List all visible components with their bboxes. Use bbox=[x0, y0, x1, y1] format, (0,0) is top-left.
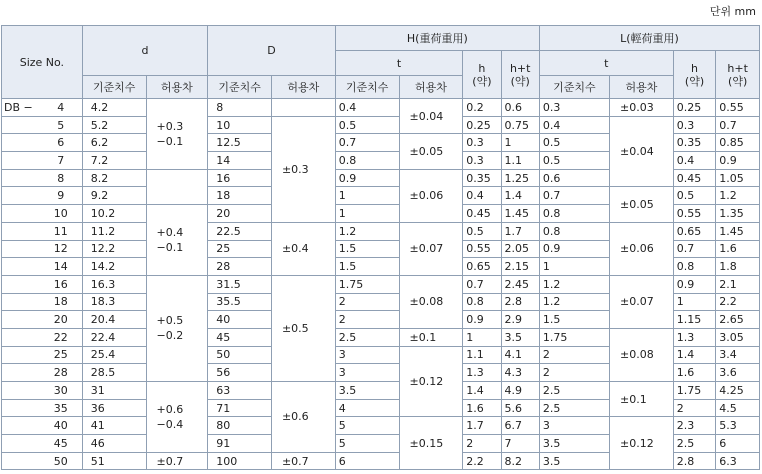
header-D-tol: 허용차 bbox=[271, 76, 335, 99]
d-base: 31 bbox=[82, 382, 146, 400]
light-h: 0.8 bbox=[673, 258, 716, 276]
header-D-base: 기준치수 bbox=[208, 76, 272, 99]
header-heavy-t-base: 기준치수 bbox=[335, 76, 399, 99]
header-d-tol: 허용차 bbox=[146, 76, 208, 99]
light-t-base: 0.3 bbox=[539, 99, 609, 117]
light-h: 2.3 bbox=[673, 417, 716, 435]
d-tolerance: +0.6 −0.4 bbox=[146, 382, 208, 453]
light-h: 1.4 bbox=[673, 346, 716, 364]
table-row bbox=[2, 99, 760, 117]
heavy-t-base: 2.5 bbox=[335, 328, 399, 346]
light-h-plus-t: 1.05 bbox=[716, 169, 760, 187]
light-h-plus-t: 5.3 bbox=[716, 417, 760, 435]
heavy-h: 0.2 bbox=[463, 99, 501, 117]
heavy-h-plus-t: 2.05 bbox=[501, 240, 539, 258]
light-t-base: 3.5 bbox=[539, 452, 609, 470]
light-t-base: 3 bbox=[539, 417, 609, 435]
D-base: 14 bbox=[208, 152, 272, 170]
heavy-h: 2.2 bbox=[463, 452, 501, 470]
D-base: 28 bbox=[208, 258, 272, 276]
size-prefix-empty bbox=[2, 258, 40, 276]
header-heavy: H(重荷重用) bbox=[335, 26, 539, 51]
header-light-h: h (약) bbox=[673, 51, 716, 99]
light-h-plus-t: 0.7 bbox=[716, 116, 760, 134]
light-h: 0.9 bbox=[673, 275, 716, 293]
size-prefix-empty bbox=[2, 328, 40, 346]
light-h-plus-t: 6.3 bbox=[716, 452, 760, 470]
size-prefix-empty bbox=[2, 116, 40, 134]
D-tolerance: ±0.4 bbox=[271, 222, 335, 275]
size-number: 12 bbox=[40, 240, 83, 258]
header-heavy-t: t bbox=[335, 51, 463, 76]
heavy-t-base: 2 bbox=[335, 311, 399, 329]
heavy-h: 1.3 bbox=[463, 364, 501, 382]
D-base: 8 bbox=[208, 99, 272, 117]
heavy-h: 1.4 bbox=[463, 382, 501, 400]
size-prefix-empty bbox=[2, 364, 40, 382]
D-base: 10 bbox=[208, 116, 272, 134]
light-h: 2.8 bbox=[673, 452, 716, 470]
size-prefix-empty bbox=[2, 152, 40, 170]
light-h: 1.75 bbox=[673, 382, 716, 400]
size-prefix-empty bbox=[2, 275, 40, 293]
size-prefix-empty bbox=[2, 187, 40, 205]
light-h-plus-t: 2.2 bbox=[716, 293, 760, 311]
size-number: 9 bbox=[40, 187, 83, 205]
light-h-plus-t: 1.6 bbox=[716, 240, 760, 258]
heavy-t-base: 0.8 bbox=[335, 152, 399, 170]
heavy-t-base: 4 bbox=[335, 399, 399, 417]
light-t-base: 0.4 bbox=[539, 116, 609, 134]
heavy-h-plus-t: 8.2 bbox=[501, 452, 539, 470]
header-light: L(輕荷重用) bbox=[539, 26, 759, 51]
light-h-plus-t: 0.55 bbox=[716, 99, 760, 117]
size-number: 14 bbox=[40, 258, 83, 276]
heavy-t-base: 0.9 bbox=[335, 169, 399, 187]
light-h: 0.25 bbox=[673, 99, 716, 117]
d-base: 20.4 bbox=[82, 311, 146, 329]
D-base: 25 bbox=[208, 240, 272, 258]
table-row bbox=[2, 382, 760, 400]
header-heavy-t-tol: 허용차 bbox=[399, 76, 463, 99]
light-t-base: 1.2 bbox=[539, 275, 609, 293]
heavy-t-base: 3.5 bbox=[335, 382, 399, 400]
d-base: 12.2 bbox=[82, 240, 146, 258]
heavy-h: 0.9 bbox=[463, 311, 501, 329]
dimension-table bbox=[1, 25, 760, 470]
d-base: 9.2 bbox=[82, 187, 146, 205]
light-h-plus-t: 1.2 bbox=[716, 187, 760, 205]
heavy-h: 0.4 bbox=[463, 187, 501, 205]
light-h-plus-t: 1.35 bbox=[716, 205, 760, 223]
D-base: 18 bbox=[208, 187, 272, 205]
heavy-t-base: 1.5 bbox=[335, 258, 399, 276]
size-number: 5 bbox=[40, 116, 83, 134]
D-base: 31.5 bbox=[208, 275, 272, 293]
light-h: 1 bbox=[673, 293, 716, 311]
heavy-h-plus-t: 1.45 bbox=[501, 205, 539, 223]
heavy-h: 0.55 bbox=[463, 240, 501, 258]
light-h-plus-t: 2.1 bbox=[716, 275, 760, 293]
light-h: 0.35 bbox=[673, 134, 716, 152]
d-base: 14.2 bbox=[82, 258, 146, 276]
heavy-h-plus-t: 7 bbox=[501, 435, 539, 453]
size-prefix-empty bbox=[2, 346, 40, 364]
heavy-h-plus-t: 6.7 bbox=[501, 417, 539, 435]
size-number: 45 bbox=[40, 435, 83, 453]
header-light-t-base: 기준치수 bbox=[539, 76, 609, 99]
table-row bbox=[2, 222, 760, 240]
heavy-t-base: 1.2 bbox=[335, 222, 399, 240]
D-tolerance: ±0.3 bbox=[271, 116, 335, 222]
D-tolerance bbox=[271, 99, 335, 117]
heavy-t-base: 1.5 bbox=[335, 240, 399, 258]
header-d-base: 기준치수 bbox=[82, 76, 146, 99]
size-number: 10 bbox=[40, 205, 83, 223]
d-base: 51 bbox=[82, 452, 146, 470]
D-base: 45 bbox=[208, 328, 272, 346]
light-t-tolerance: ±0.1 bbox=[610, 382, 674, 417]
d-base: 18.3 bbox=[82, 293, 146, 311]
D-tolerance: ±0.7 bbox=[271, 452, 335, 470]
d-base: 7.2 bbox=[82, 152, 146, 170]
size-number: 18 bbox=[40, 293, 83, 311]
light-h: 1.3 bbox=[673, 328, 716, 346]
d-tolerance: ±0.7 bbox=[146, 452, 208, 470]
light-h: 0.5 bbox=[673, 187, 716, 205]
heavy-h-plus-t: 0.6 bbox=[501, 99, 539, 117]
size-prefix: DB − bbox=[2, 99, 40, 117]
heavy-h: 0.7 bbox=[463, 275, 501, 293]
light-h: 2 bbox=[673, 399, 716, 417]
size-number: 4 bbox=[40, 99, 83, 117]
heavy-h-plus-t: 5.6 bbox=[501, 399, 539, 417]
light-h: 1.15 bbox=[673, 311, 716, 329]
light-t-base: 2.5 bbox=[539, 399, 609, 417]
d-tolerance: +0.5 −0.2 bbox=[146, 275, 208, 381]
light-t-tolerance: ±0.04 bbox=[610, 116, 674, 187]
D-base: 35.5 bbox=[208, 293, 272, 311]
heavy-h: 0.3 bbox=[463, 152, 501, 170]
light-h-plus-t: 6 bbox=[716, 435, 760, 453]
light-h: 2.5 bbox=[673, 435, 716, 453]
size-number: 40 bbox=[40, 417, 83, 435]
d-base: 25.4 bbox=[82, 346, 146, 364]
heavy-t-base: 5 bbox=[335, 435, 399, 453]
header-light-t: t bbox=[539, 51, 673, 76]
light-h-plus-t: 4.5 bbox=[716, 399, 760, 417]
d-base: 4.2 bbox=[82, 99, 146, 117]
heavy-t-base: 3 bbox=[335, 364, 399, 382]
d-base: 28.5 bbox=[82, 364, 146, 382]
table-row bbox=[2, 187, 760, 205]
light-h-plus-t: 2.65 bbox=[716, 311, 760, 329]
size-prefix-empty bbox=[2, 399, 40, 417]
heavy-h-plus-t: 2.45 bbox=[501, 275, 539, 293]
heavy-h-plus-t: 1.7 bbox=[501, 222, 539, 240]
light-t-base: 0.8 bbox=[539, 222, 609, 240]
heavy-t-base: 2 bbox=[335, 293, 399, 311]
heavy-t-tolerance: ±0.04 bbox=[399, 99, 463, 134]
heavy-t-tolerance: ±0.07 bbox=[399, 222, 463, 275]
D-base: 100 bbox=[208, 452, 272, 470]
D-base: 63 bbox=[208, 382, 272, 400]
table-row bbox=[2, 275, 760, 293]
heavy-h: 1.1 bbox=[463, 346, 501, 364]
heavy-h: 0.5 bbox=[463, 222, 501, 240]
heavy-t-tolerance: ±0.1 bbox=[399, 328, 463, 346]
d-base: 22.4 bbox=[82, 328, 146, 346]
heavy-h-plus-t: 3.5 bbox=[501, 328, 539, 346]
d-base: 46 bbox=[82, 435, 146, 453]
size-prefix-empty bbox=[2, 435, 40, 453]
D-base: 80 bbox=[208, 417, 272, 435]
D-base: 56 bbox=[208, 364, 272, 382]
light-t-tolerance: ±0.07 bbox=[610, 275, 674, 328]
heavy-t-tolerance: ±0.15 bbox=[399, 417, 463, 470]
light-h: 1.6 bbox=[673, 364, 716, 382]
light-t-base: 0.7 bbox=[539, 187, 609, 205]
size-number: 6 bbox=[40, 134, 83, 152]
light-h: 0.45 bbox=[673, 169, 716, 187]
size-prefix-empty bbox=[2, 205, 40, 223]
light-t-tolerance: ±0.03 bbox=[610, 99, 674, 117]
heavy-h-plus-t: 4.9 bbox=[501, 382, 539, 400]
heavy-h-plus-t: 1.4 bbox=[501, 187, 539, 205]
light-t-base: 1.2 bbox=[539, 293, 609, 311]
light-h-plus-t: 3.6 bbox=[716, 364, 760, 382]
light-h: 0.3 bbox=[673, 116, 716, 134]
unit-note: 단위 mm bbox=[709, 5, 756, 18]
d-base: 5.2 bbox=[82, 116, 146, 134]
size-prefix-empty bbox=[2, 240, 40, 258]
light-h: 0.4 bbox=[673, 152, 716, 170]
light-h: 0.65 bbox=[673, 222, 716, 240]
heavy-h: 1.7 bbox=[463, 417, 501, 435]
size-prefix-empty bbox=[2, 417, 40, 435]
D-base: 22.5 bbox=[208, 222, 272, 240]
D-base: 40 bbox=[208, 311, 272, 329]
light-t-base: 0.8 bbox=[539, 205, 609, 223]
heavy-t-base: 0.4 bbox=[335, 99, 399, 117]
heavy-h-plus-t: 1.25 bbox=[501, 169, 539, 187]
header-d: d bbox=[82, 26, 207, 76]
D-base: 91 bbox=[208, 435, 272, 453]
size-number: 16 bbox=[40, 275, 83, 293]
heavy-h-plus-t: 1 bbox=[501, 134, 539, 152]
heavy-h-plus-t: 1.1 bbox=[501, 152, 539, 170]
light-t-base: 3.5 bbox=[539, 435, 609, 453]
light-t-base: 0.5 bbox=[539, 134, 609, 152]
heavy-h: 0.45 bbox=[463, 205, 501, 223]
light-t-base: 2 bbox=[539, 346, 609, 364]
heavy-h: 2 bbox=[463, 435, 501, 453]
light-h: 0.55 bbox=[673, 205, 716, 223]
d-base: 41 bbox=[82, 417, 146, 435]
table-row bbox=[2, 116, 760, 134]
size-number: 30 bbox=[40, 382, 83, 400]
size-prefix-empty bbox=[2, 222, 40, 240]
heavy-t-base: 1 bbox=[335, 205, 399, 223]
heavy-t-tolerance: ±0.12 bbox=[399, 346, 463, 417]
heavy-h-plus-t: 2.8 bbox=[501, 293, 539, 311]
heavy-t-tolerance: ±0.05 bbox=[399, 134, 463, 169]
D-base: 20 bbox=[208, 205, 272, 223]
size-prefix-empty bbox=[2, 134, 40, 152]
heavy-t-base: 0.5 bbox=[335, 116, 399, 134]
header-D: D bbox=[208, 26, 336, 76]
heavy-h-plus-t: 2.9 bbox=[501, 311, 539, 329]
d-base: 6.2 bbox=[82, 134, 146, 152]
heavy-h-plus-t: 4.3 bbox=[501, 364, 539, 382]
d-base: 16.3 bbox=[82, 275, 146, 293]
heavy-h: 0.8 bbox=[463, 293, 501, 311]
heavy-t-base: 3 bbox=[335, 346, 399, 364]
light-t-base: 0.9 bbox=[539, 240, 609, 258]
heavy-t-tolerance: ±0.08 bbox=[399, 275, 463, 328]
heavy-t-base: 1.75 bbox=[335, 275, 399, 293]
size-number: 11 bbox=[40, 222, 83, 240]
heavy-h: 1 bbox=[463, 328, 501, 346]
header-light-ht: h+t (약) bbox=[716, 51, 760, 99]
light-h-plus-t: 0.9 bbox=[716, 152, 760, 170]
size-number: 35 bbox=[40, 399, 83, 417]
D-tolerance: ±0.5 bbox=[271, 275, 335, 381]
table-row bbox=[2, 417, 760, 435]
light-t-tolerance: ±0.05 bbox=[610, 187, 674, 222]
light-t-tolerance: ±0.08 bbox=[610, 328, 674, 381]
light-t-tolerance: ±0.06 bbox=[610, 222, 674, 275]
light-h-plus-t: 3.4 bbox=[716, 346, 760, 364]
size-number: 20 bbox=[40, 311, 83, 329]
light-h-plus-t: 4.25 bbox=[716, 382, 760, 400]
light-h-plus-t: 3.05 bbox=[716, 328, 760, 346]
heavy-h: 0.35 bbox=[463, 169, 501, 187]
D-base: 12.5 bbox=[208, 134, 272, 152]
light-t-base: 2 bbox=[539, 364, 609, 382]
d-base: 11.2 bbox=[82, 222, 146, 240]
light-t-base: 2.5 bbox=[539, 382, 609, 400]
d-tolerance: +0.4 −0.1 bbox=[146, 205, 208, 276]
D-tolerance: ±0.6 bbox=[271, 382, 335, 453]
heavy-t-base: 6 bbox=[335, 452, 399, 470]
heavy-h-plus-t: 2.15 bbox=[501, 258, 539, 276]
size-prefix-empty bbox=[2, 169, 40, 187]
light-t-base: 1 bbox=[539, 258, 609, 276]
heavy-t-tolerance: ±0.06 bbox=[399, 169, 463, 222]
light-t-tolerance: ±0.12 bbox=[610, 417, 674, 470]
size-number: 22 bbox=[40, 328, 83, 346]
size-prefix-empty bbox=[2, 293, 40, 311]
heavy-h-plus-t: 0.75 bbox=[501, 116, 539, 134]
light-t-base: 0.5 bbox=[539, 152, 609, 170]
size-number: 7 bbox=[40, 152, 83, 170]
d-base: 8.2 bbox=[82, 169, 146, 187]
heavy-t-base: 5 bbox=[335, 417, 399, 435]
d-tolerance bbox=[146, 169, 208, 204]
size-prefix-empty bbox=[2, 311, 40, 329]
header-heavy-ht: h+t (약) bbox=[501, 51, 539, 99]
light-t-base: 0.6 bbox=[539, 169, 609, 187]
size-number: 8 bbox=[40, 169, 83, 187]
header-heavy-h: h (약) bbox=[463, 51, 501, 99]
heavy-t-base: 0.7 bbox=[335, 134, 399, 152]
light-t-base: 1.75 bbox=[539, 328, 609, 346]
size-number: 50 bbox=[40, 452, 83, 470]
light-t-base: 1.5 bbox=[539, 311, 609, 329]
table-row bbox=[2, 328, 760, 346]
heavy-h: 0.65 bbox=[463, 258, 501, 276]
D-base: 16 bbox=[208, 169, 272, 187]
heavy-h: 0.25 bbox=[463, 116, 501, 134]
size-number: 28 bbox=[40, 364, 83, 382]
d-base: 36 bbox=[82, 399, 146, 417]
D-base: 71 bbox=[208, 399, 272, 417]
heavy-h: 0.3 bbox=[463, 134, 501, 152]
light-h-plus-t: 0.85 bbox=[716, 134, 760, 152]
heavy-t-base: 1 bbox=[335, 187, 399, 205]
size-prefix-empty bbox=[2, 382, 40, 400]
D-base: 50 bbox=[208, 346, 272, 364]
table-body bbox=[2, 99, 760, 470]
size-number: 25 bbox=[40, 346, 83, 364]
heavy-h-plus-t: 4.1 bbox=[501, 346, 539, 364]
d-base: 10.2 bbox=[82, 205, 146, 223]
light-h-plus-t: 1.8 bbox=[716, 258, 760, 276]
header-light-t-tol: 허용차 bbox=[610, 76, 674, 99]
d-tolerance: +0.3 −0.1 bbox=[146, 99, 208, 170]
light-h: 0.7 bbox=[673, 240, 716, 258]
light-h-plus-t: 1.45 bbox=[716, 222, 760, 240]
size-prefix-empty bbox=[2, 452, 40, 470]
heavy-h: 1.6 bbox=[463, 399, 501, 417]
header-size-no: Size No. bbox=[2, 26, 83, 99]
